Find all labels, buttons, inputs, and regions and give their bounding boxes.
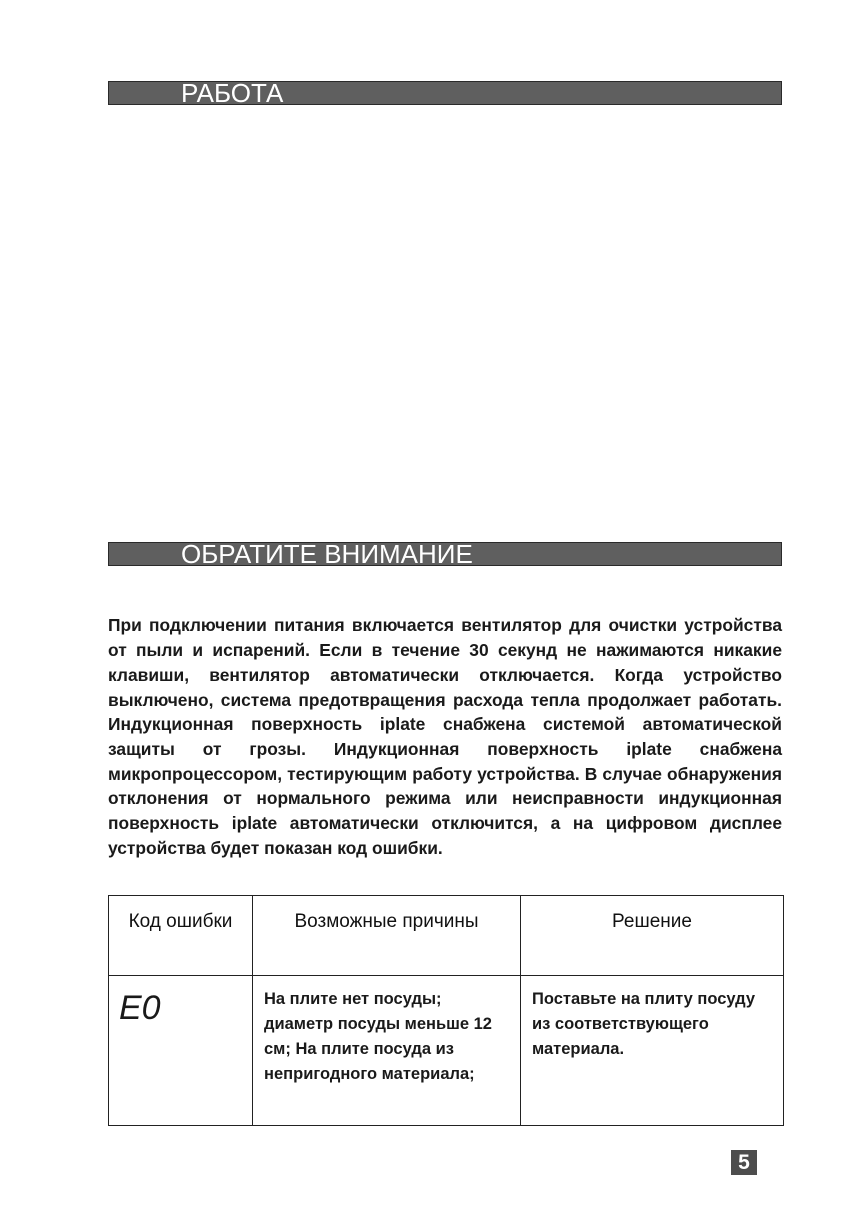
section-header-attention: [108, 539, 782, 569]
table-row: [109, 976, 784, 1126]
error-code-table: [108, 895, 784, 1126]
section-title-work: РАБОТА: [181, 78, 284, 108]
error-solution-cell: Поставьте на плиту посуду из соответствующего материала.: [521, 976, 784, 1126]
section-header-work: [108, 78, 782, 108]
column-header-code: Код ошибки: [109, 896, 253, 976]
error-causes-cell: На плите нет посуды; диаметр посуды меньше 12 см; На плите посуда из непригодного материала;: [253, 976, 521, 1126]
column-header-solution: Решение: [521, 896, 784, 976]
section-title-attention: ОБРАТИТЕ ВНИМАНИЕ: [181, 539, 473, 569]
column-header-causes: Возможные причины: [253, 896, 521, 976]
error-code-cell: E0: [109, 976, 253, 1126]
notice-paragraph: При подключении питания включается вентилятор для очистки устройства от пыли и испарений. Если в течение 30 секунд не нажимаются никакие клавиши, вентилятор автоматически отключается. Когда устройство выключено, система предотвращения расхода тепла продолжает работать. Индукционная поверхность iplate снабжена системой автоматической защиты от грозы. Индукционная поверхность iplate снабжена микропроцессором, тестирующим работу устройства. В случае обнаружения отклонения от нормального режима или неисправности индукционная поверхность iplate автоматически отключится, а на цифровом дисплее устройства будет показан код ошибки.: [108, 615, 782, 858]
table-header-row: [109, 896, 784, 976]
page-number: 5: [731, 1150, 757, 1175]
